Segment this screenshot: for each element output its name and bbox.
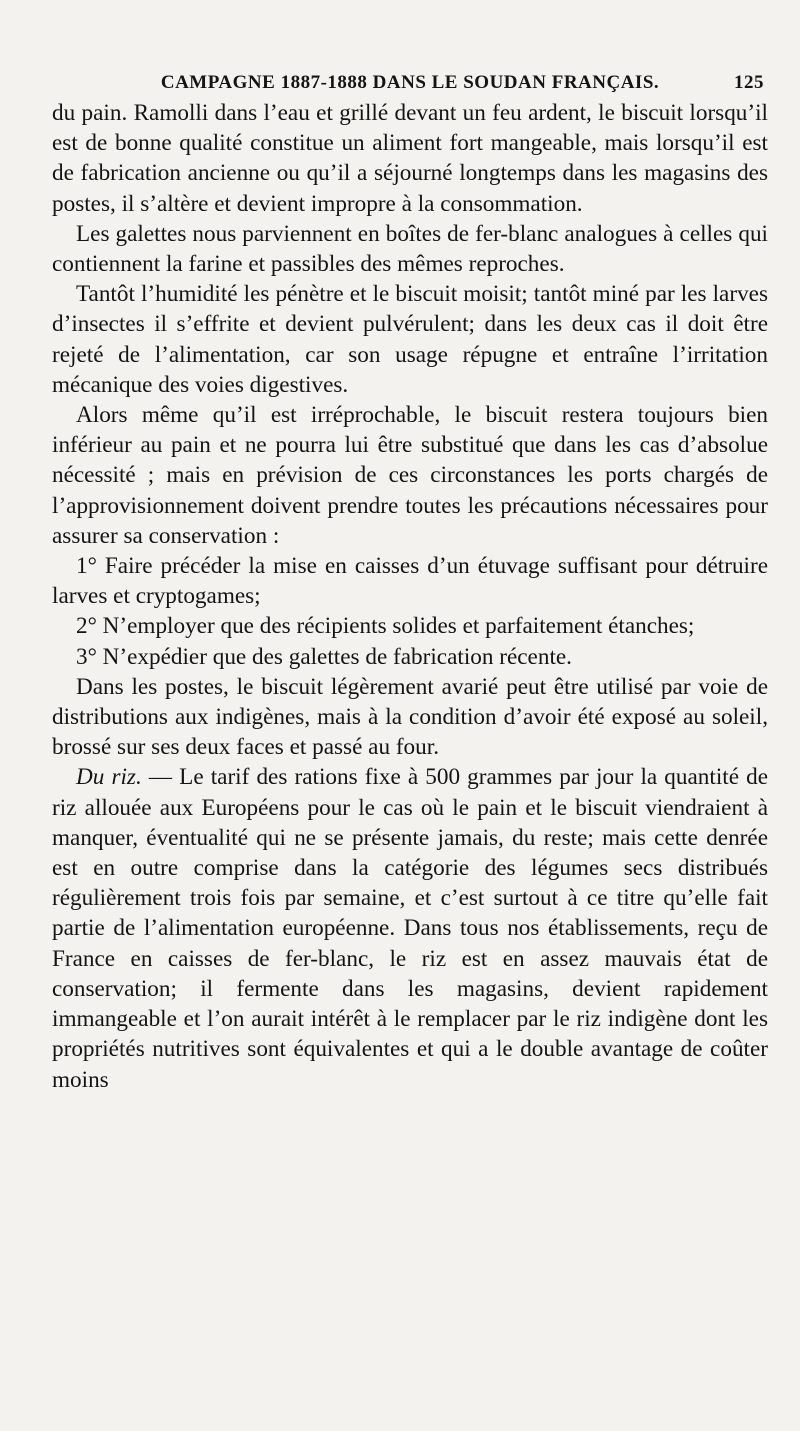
paragraph [52,279,768,400]
paragraph-text: 2° N’employer que des récipients solides et parfaitement étanches; [76,613,695,640]
page-number: 125 [734,72,764,93]
paragraph [52,762,768,1094]
paragraph-text: Les galettes nous parviennent en boîtes de fer-blanc analogues à celles qui contiennent la farine et passibles des mêmes reproches. [52,220,768,278]
paragraph [52,98,768,219]
paragraph-text: du pain. Ramolli dans l’eau et grillé devant un feu ardent, le biscuit lorsqu’il est de bonne qualité constitue un aliment fort mangeable, mais lorsqu’il est de fabrication ancienne ou qu’il a séjourné longtemps dans les magasins des postes, il s’altère et devient impropre à la consommation. [52,100,768,217]
paragraph [52,672,768,763]
paragraph [52,400,768,551]
paragraph-text: Tantôt l’humidité les pénètre et le biscuit moisit; tantôt miné par les larves d’insectes il s’effrite et devient pulvérulent; dans les deux cas il doit être rejeté de l’alimentation, car son usage répugne et entraîne l’irritation mécanique des voies digestives. [52,281,768,398]
paragraph [52,642,768,672]
paragraph [52,219,768,279]
paragraph-text: 1° Faire précéder la mise en caisses d’un étuvage suffisant pour détruire larves et cryptogames; [52,553,768,610]
paragraph-text: Alors même qu’il est irréprochable, le biscuit restera toujours bien inférieur au pain et ne pourra lui être substitué que dans les cas d’absolue nécessité ; mais en prévision de ces circonstances les ports chargés de l’approvisionnement doivent prendre toutes les précautions nécessaires pour assurer sa conservation : [52,402,768,549]
paragraph [52,611,768,641]
paragraph [52,551,768,611]
running-header [52,62,768,98]
body-text [52,98,768,1095]
paragraph-text: — Le tarif des rations fixe à 500 grammes par jour la quantité de riz allouée aux Européens pour le cas où le pain et le biscuit viendraient à manquer, éventualité qui ne se présente jamais, du reste; mais cette denrée est en outre comprise dans la catégorie des légumes secs distribués régulièrement trois fois par semaine, et c’est surtout à ce titre qu’elle fait partie de l’alimentation européenne. Dans tous nos établissements, reçu de France en caisses de fer-blanc, le riz est en assez mauvais état de conservation; il fermente dans les magasins, devient rapidement immangeable et l’on aurait intérêt à le remplacer par le riz indigène dont les propriétés nutritives sont équivalentes et qui a le double avantage de coûter moins [52,764,768,1093]
running-title: CAMPAGNE 1887-1888 DANS LE SOUDAN FRANÇAIS. [160,72,660,93]
paragraph-text: 3° N’expédier que des galettes de fabrication récente. [76,643,572,670]
paragraph-heading: Du riz. [76,764,142,791]
paragraph-text: Dans les postes, le biscuit légèrement avarié peut être utilisé par voie de distributions aux indigènes, mais à la condition d’avoir été exposé au soleil, brossé sur ses deux faces et passé au four. [52,673,768,761]
